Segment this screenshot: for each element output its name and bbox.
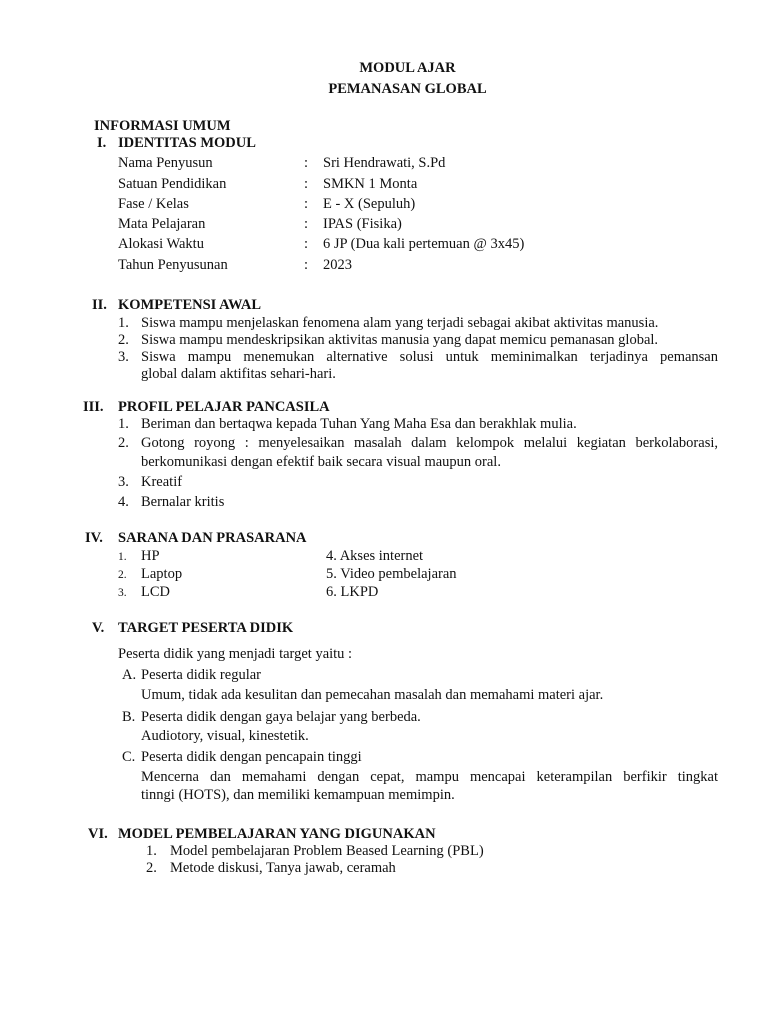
identitas-sep: : [304, 155, 309, 171]
list-item-number: 3. [118, 587, 127, 599]
list-item: 6. LKPD [326, 584, 379, 600]
list-item-number: 1. [118, 551, 127, 563]
section-4-number: IV. [85, 530, 103, 546]
target-letter: B. [122, 709, 136, 725]
list-item-number: 1. [118, 315, 129, 331]
target-title: Peserta didik dengan pencapain tinggi [141, 749, 362, 765]
section-4-heading: SARANA DAN PRASARANA [118, 530, 307, 546]
section-3-heading: PROFIL PELAJAR PANCASILA [118, 399, 330, 415]
identitas-value: SMKN 1 Monta [323, 176, 418, 192]
target-title: Peserta didik regular [141, 667, 261, 683]
list-item-continuation: global dalam aktifitas sehari-hari. [141, 366, 336, 382]
list-item-number: 2. [118, 332, 129, 348]
identitas-sep: : [304, 257, 309, 273]
identitas-value: IPAS (Fisika) [323, 216, 402, 232]
section-3-number: III. [83, 399, 104, 415]
section-5-heading: TARGET PESERTA DIDIK [118, 620, 294, 636]
list-item: Siswa mampu mendeskripsikan aktivitas manusia yang dapat memicu pemanasan global. [141, 332, 659, 348]
list-item: Bernalar kritis [141, 494, 225, 510]
document-title: MODUL AJAR [359, 60, 456, 76]
list-item-number: 2. [118, 435, 129, 451]
identitas-label: Nama Penyusun [118, 155, 213, 171]
target-desc: Umum, tidak ada kesulitan dan pemecahan masalah dan memahami materi ajar. [141, 687, 604, 703]
list-item-number: 2. [146, 860, 157, 876]
list-item: HP [141, 548, 160, 564]
target-desc-continuation: tinngi (HOTS), dan memiliki kemampuan memimpin. [141, 787, 455, 803]
identitas-label: Alokasi Waktu [118, 236, 204, 252]
target-intro: Peserta didik yang menjadi target yaitu : [118, 646, 353, 662]
list-item: Kreatif [141, 474, 183, 490]
target-desc: Mencerna dan memahami dengan cepat, mampu mencapai keterampilan berfikir tingkat [141, 769, 718, 785]
identitas-value: 6 JP (Dua kali pertemuan @ 3x45) [323, 236, 525, 252]
list-item: Metode diskusi, Tanya jawab, ceramah [170, 860, 396, 876]
section-6-heading: MODEL PEMBELAJARAN YANG DIGUNAKAN [118, 826, 436, 842]
target-letter: C. [122, 749, 136, 765]
section-2-number: II. [92, 297, 107, 313]
identitas-sep: : [304, 176, 309, 192]
section-5-number: V. [92, 620, 105, 636]
target-title: Peserta didik dengan gaya belajar yang berbeda. [141, 709, 421, 725]
identitas-sep: : [304, 216, 309, 232]
target-desc: Audiotory, visual, kinestetik. [141, 728, 309, 744]
section-1-number: I. [97, 135, 107, 151]
identitas-sep: : [304, 236, 309, 252]
section-2-heading: KOMPETENSI AWAL [118, 297, 262, 313]
identitas-value: Sri Hendrawati, S.Pd [323, 155, 446, 171]
list-item: Siswa mampu menemukan alternative solusi untuk meminimalkan terjadinya pemansan [141, 349, 718, 365]
list-item: Gotong royong : menyelesaikan masalah dalam kelompok melalui kegiatan berkolaborasi, [141, 435, 718, 451]
list-item-number: 1. [146, 843, 157, 859]
list-item: 5. Video pembelajaran [326, 566, 457, 582]
list-item: LCD [141, 584, 170, 600]
info-umum-heading: INFORMASI UMUM [94, 118, 231, 134]
list-item: Beriman dan bertaqwa kepada Tuhan Yang Maha Esa dan berakhlak mulia. [141, 416, 577, 432]
document-subtitle: PEMANASAN GLOBAL [328, 81, 487, 97]
identitas-label: Fase / Kelas [118, 196, 189, 212]
identitas-label: Tahun Penyusunan [118, 257, 228, 273]
target-letter: A. [122, 667, 137, 683]
section-1-heading: IDENTITAS MODUL [118, 135, 256, 151]
list-item-number: 3. [118, 349, 129, 365]
list-item-number: 2. [118, 569, 127, 581]
identitas-value: E - X (Sepuluh) [323, 196, 416, 212]
identitas-sep: : [304, 196, 309, 212]
list-item: Siswa mampu menjelaskan fenomena alam yang terjadi sebagai akibat aktivitas manusia. [141, 315, 659, 331]
identitas-label: Mata Pelajaran [118, 216, 206, 232]
list-item-continuation: berkomunikasi dengan efektif baik secara visual maupun oral. [141, 454, 501, 470]
list-item-number: 3. [118, 474, 129, 490]
list-item-number: 4. [118, 494, 129, 510]
identitas-value: 2023 [323, 257, 352, 273]
list-item: Laptop [141, 566, 183, 582]
list-item-number: 1. [118, 416, 129, 432]
list-item: Model pembelajaran Problem Beased Learning (PBL) [170, 843, 484, 859]
list-item: 4. Akses internet [326, 548, 424, 564]
identitas-label: Satuan Pendidikan [118, 176, 227, 192]
section-6-number: VI. [88, 826, 108, 842]
